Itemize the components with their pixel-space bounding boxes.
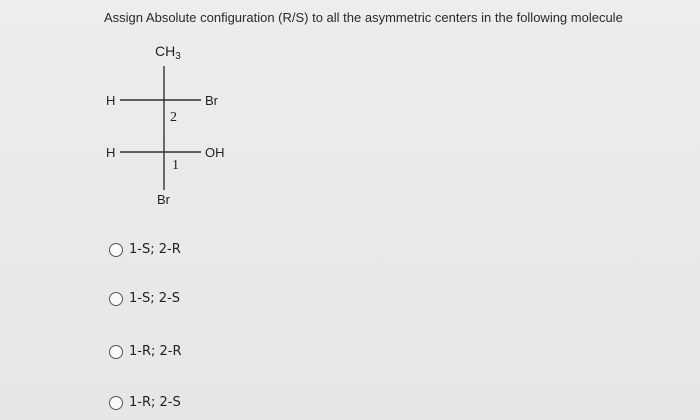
option-label: 1-R; 2-R (129, 344, 182, 359)
option-1[interactable] (109, 242, 181, 257)
option-label: 1-R; 2-S (129, 395, 181, 410)
radio-button[interactable] (109, 396, 123, 410)
radio-button[interactable] (109, 292, 123, 306)
c1-left-hydrogen: H (106, 145, 116, 160)
option-label: 1-S; 2-S (129, 291, 180, 306)
option-4[interactable] (109, 395, 181, 410)
methyl-group: $CH_3$ (155, 43, 181, 62)
bottom-bromine: Br (157, 192, 170, 207)
option-3[interactable] (109, 344, 182, 359)
c2-left-hydrogen: H (106, 93, 116, 108)
c1-right-hydroxyl: OH (205, 145, 225, 160)
question-text: Assign Absolute configuration (R/S) to all the asymmetric centers in the following molecule (104, 10, 623, 25)
c2-right-bromine: Br (205, 93, 218, 108)
carbon-1-label: 1 (172, 158, 179, 173)
carbon-2-label: 2 (170, 110, 177, 125)
option-label: 1-S; 2-R (129, 242, 181, 257)
option-2[interactable] (109, 291, 180, 306)
radio-button[interactable] (109, 345, 123, 359)
radio-button[interactable] (109, 243, 123, 257)
